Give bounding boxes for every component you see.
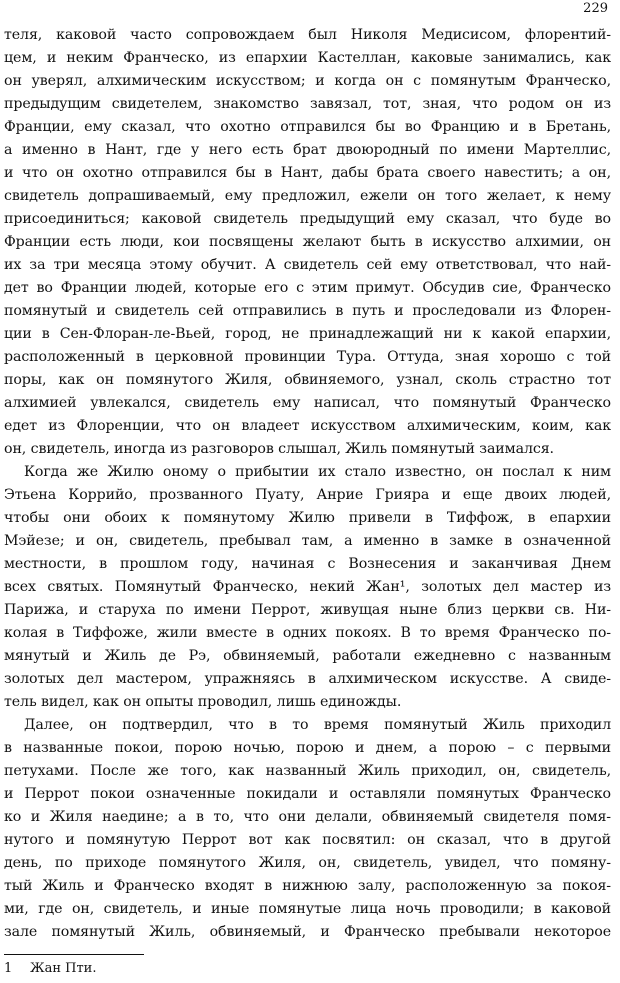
text-line: едет из Флоренции, что он владеет искусством алхимическим, коим, как [4,418,611,434]
text-line: присоединиться; каковой свидетель предыдущий ему сказал, что буде во [4,211,611,227]
text-line: Когда же Жилю оному о прибытии их стало известно, он послал к ним [24,464,611,480]
text-line: ции в Сен-Флоран-ле-Вьей, город, не принадлежащий ни к какой епархии, [4,326,611,342]
text-line: их за три месяца этому обучит. А свидетель сей ему ответствовал, что най- [4,257,611,273]
text-line: дет во Франции людей, которые его с этим примут. Обсудив сие, Франческо [4,280,611,296]
text-line: чтобы они обоих к помянутому Жилю привели в Тиффож, в епархии [4,510,611,526]
text-line: он уверял, алхимическим искусством; и когда он с помянутым Франческо, [4,73,611,89]
footnote-number: 1 [4,961,13,976]
text-line: тый Жиль и Франческо входят в нижнюю залу, расположенную за покоя- [4,878,611,894]
text-line: Этьена Коррийо, прозванного Пуату, Анрие Грияра и еще двоих людей, [4,487,611,503]
text-line: помянутый и свидетель сей отправились в путь и проследовали из Флорен- [4,303,611,319]
text-line: поры, как он помянутого Жиля, обвиняемого, узнал, сколь страстно тот [4,372,611,388]
text-line: Парижа, и старуха по имени Перрот, живущая ныне близ церкви св. Ни- [4,602,611,618]
text-line: расположенный в церковной провинции Тура. Оттуда, зная хорошо с той [4,349,611,365]
text-line: нутого и помянутую Перрот вот как посвятил: он сказал, что в другой [4,832,611,848]
text-line: и Перрот покои означенные покидали и оставляли помянутых Франческо [4,786,611,802]
text-line: ми, где он, свидетель, и иные помянутые лица ночь проводили; в каковой [4,901,611,917]
text-line: Далее, он подтвердил, что в то время помянутый Жиль приходил [24,717,611,733]
text-line: Франции есть люди, кои посвящены желают быть в искусство алхимии, он [4,234,611,250]
text-line: всех святых. Помянутый Франческо, некий Жан¹, золотых дел мастер из [4,579,611,595]
text-line: в названные покои, порою ночью, порою и днем, а порою – с первыми [4,740,611,756]
footnote-text: Жан Пти. [30,961,97,976]
text-line: Франции, ему сказал, что охотно отправился бы во Францию и в Бретань, [4,119,611,135]
text-line: золотых дел мастером, упражняясь в алхимическом искусстве. А свиде- [4,671,611,687]
text-line: тель видел, как он опыты проводил, лишь единожды. [4,694,402,710]
body-text [4,24,611,944]
text-line: свидетель допрашиваемый, ему предложил, ежели он того желает, к нему [4,188,611,204]
page-number: 229 [583,1,608,16]
text-line: а именно в Нант, где у него есть брат двоюродный по имени Мартеллис, [4,142,611,158]
text-line: теля, каковой часто сопровождаем был Николя Медисисом, флорентий- [4,27,611,43]
text-line: местности, в прошлом году, начиная с Вознесения и заканчивая Днем [4,556,611,572]
text-line: ко и Жиля наедине; а в то, что они делали, обвиняемый свидетеля помя- [4,809,611,825]
text-line: алхимией увлекался, свидетель ему написал, что помянутый Франческо [4,395,611,411]
text-line: Мэйезе; и он, свидетель, пребывал там, а именно в замке в означенной [4,533,611,549]
text-line: колая в Тиффоже, жили вместе в одних покоях. В то время Франческо по- [4,625,611,641]
footnote-divider [4,954,144,955]
footnote [4,959,96,979]
text-line: зале помянутый Жиль, обвиняемый, и Франческо пребывали некоторое [4,924,611,940]
text-line: и что он охотно отправился бы в Нант, дабы брата своего навестить; а он, [4,165,611,181]
text-line: мянутый и Жиль де Рэ, обвиняемый, работали ежедневно с названным [4,648,611,664]
text-line: предыдущим свидетелем, знакомство завязал, тот, зная, что родом он из [4,96,611,112]
text-line: день, по приходе помянутого Жиля, он, свидетель, увидел, что помяну- [4,855,611,871]
text-line: он, свидетель, иногда из разговоров слышал, Жиль помянутый заимался. [4,441,554,457]
text-line: цем, и неким Франческо, из епархии Кастеллан, каковые занимались, как [4,50,611,66]
text-line: петухами. После же того, как названный Жиль приходил, он, свидетель, [4,763,611,779]
